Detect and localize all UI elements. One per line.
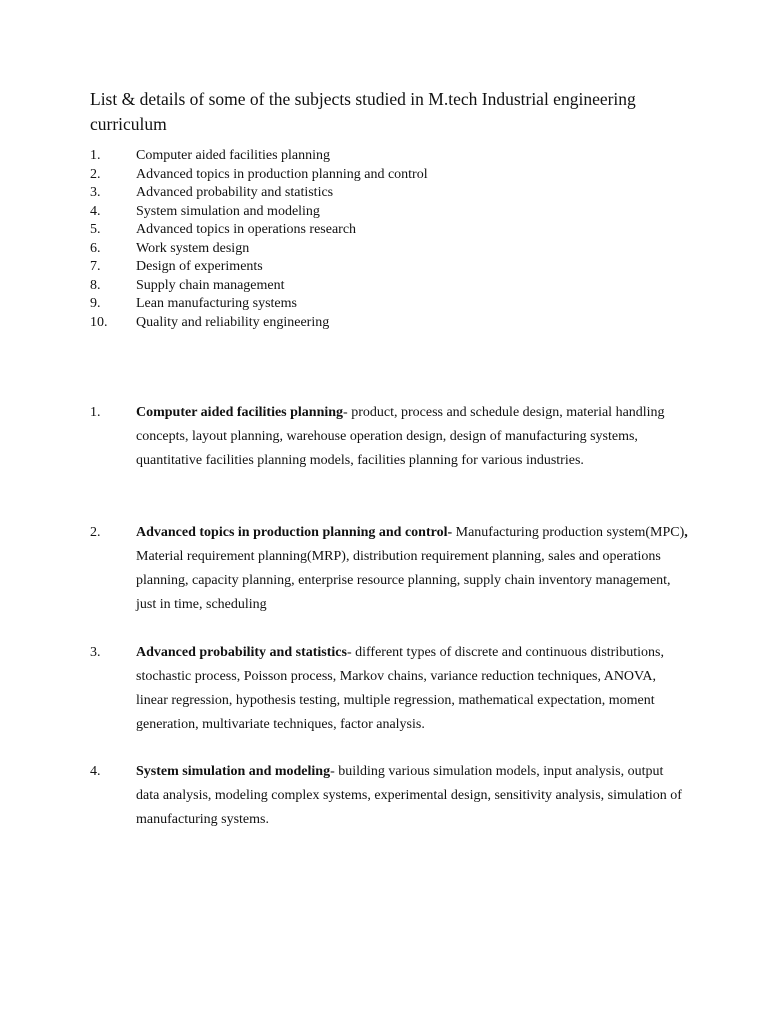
detail-text: Manufacturing production system(MPC) <box>452 525 685 540</box>
list-item <box>90 166 428 185</box>
detail-number: 3. <box>90 645 101 660</box>
detail-text: - building various simulation models, input analysis, output data analysis, modeling complex systems, experimental design, sensitivity analysis, simulation of manufacturing systems. <box>136 764 682 827</box>
detail-body <box>136 641 690 737</box>
detail-text: - different types of discrete and continuous distributions, stochastic process, Poisson process, Markov chains, variance reduction techniques, ANOVA, linear regression, hypothesis testing, multiple regression, mathematical expectation, moment generation, multivariate techniques, factor analysis. <box>136 645 664 732</box>
list-item <box>90 147 428 166</box>
list-label: System simulation and modeling <box>136 203 320 219</box>
list-item <box>90 240 428 259</box>
detail-heading: Advanced topics in production planning and control- <box>136 525 453 540</box>
detail-text: - product, process and schedule design, material handling concepts, layout planning, warehouse operation design, design of manufacturing systems, quantitative facilities planning models, facilities planning for various industries. <box>136 405 665 468</box>
detail-bold-comma: , <box>684 525 688 540</box>
list-item <box>90 277 428 296</box>
page-title: List & details of some of the subjects studied in M.tech Industrial engineering curriculum <box>90 89 636 134</box>
detail-body <box>136 521 690 617</box>
list-item <box>90 184 428 203</box>
list-label: Lean manufacturing systems <box>136 296 297 311</box>
list-number: 9. <box>90 296 101 311</box>
list-label: Supply chain management <box>136 277 285 293</box>
detail-heading: System simulation and modeling <box>136 764 331 779</box>
list-number: 7. <box>90 259 101 274</box>
list-number: 8. <box>90 277 101 293</box>
detail-item-production-planning <box>90 521 690 617</box>
list-number: 3. <box>90 185 101 200</box>
detail-heading: Computer aided facilities planning <box>136 405 344 420</box>
list-item <box>90 314 428 333</box>
list-label: Quality and reliability engineering <box>136 314 330 330</box>
list-number: 5. <box>90 222 101 237</box>
list-label: Work system design <box>136 240 250 256</box>
list-label: Advanced topics in production planning and control <box>136 166 428 182</box>
list-label: Design of experiments <box>136 259 263 274</box>
list-item <box>90 203 428 222</box>
detail-number: 4. <box>90 764 101 779</box>
list-number: 6. <box>90 240 101 256</box>
list-number: 2. <box>90 166 101 182</box>
detail-number: 2. <box>90 525 101 540</box>
detail-body <box>136 401 690 473</box>
list-number: 1. <box>90 148 101 163</box>
list-label: Computer aided facilities planning <box>136 148 331 163</box>
list-number: 10. <box>90 314 108 330</box>
subject-list <box>90 147 428 332</box>
detail-heading: Advanced probability and statistics <box>136 645 347 660</box>
list-label: Advanced probability and statistics <box>136 185 334 200</box>
list-item <box>90 258 428 277</box>
detail-body <box>136 760 690 832</box>
list-item <box>90 221 428 240</box>
list-number: 4. <box>90 203 101 219</box>
detail-number: 1. <box>90 405 101 420</box>
list-label: Advanced topics in operations research <box>136 222 357 237</box>
detail-text: Material requirement planning(MRP), distribution requirement planning, sales and operations planning, capacity planning, enterprise resource planning, supply chain inventory management, just in time, scheduling <box>136 549 671 612</box>
detail-item-facilities-planning <box>90 401 690 473</box>
detail-item-simulation-modeling <box>90 760 690 832</box>
list-item <box>90 295 428 314</box>
detail-item-probability-statistics <box>90 641 690 737</box>
